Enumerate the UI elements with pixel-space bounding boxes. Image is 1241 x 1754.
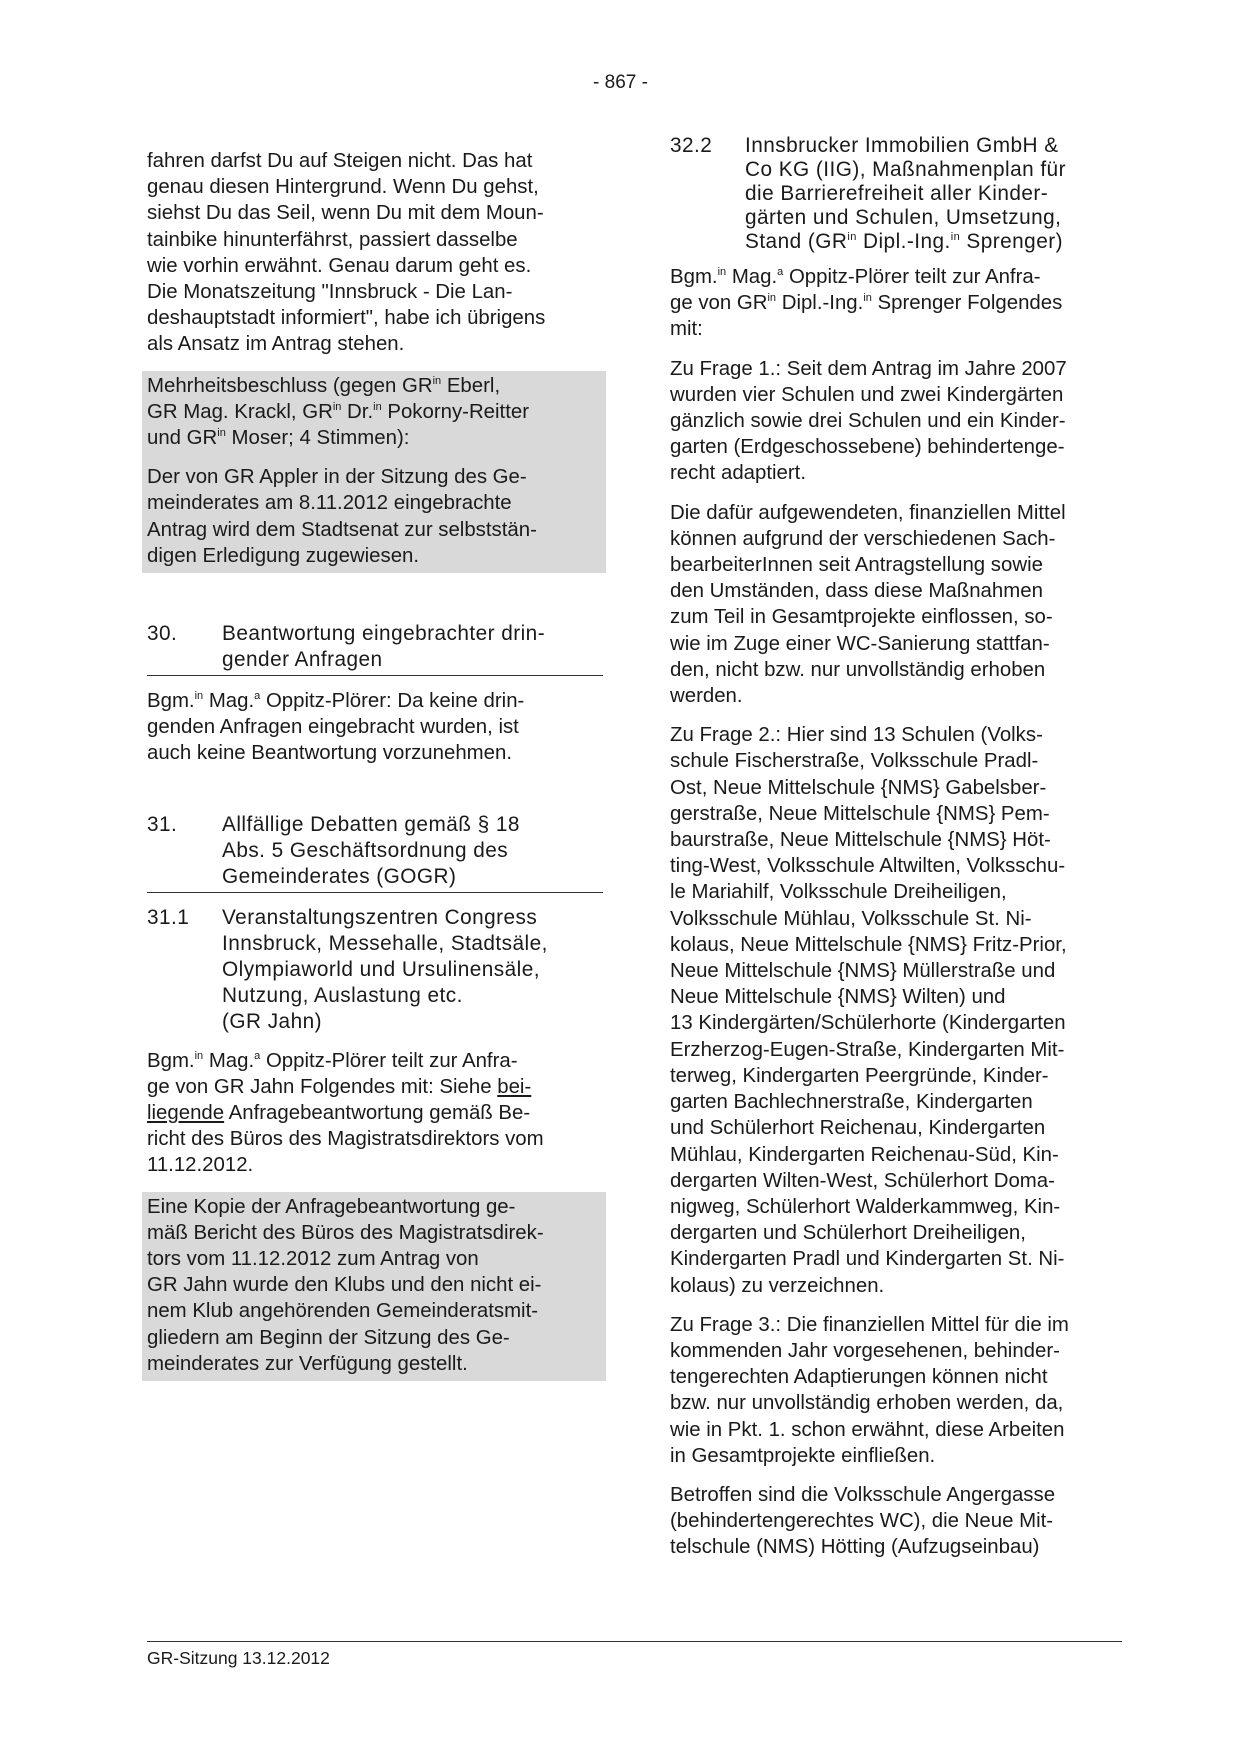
resolution-box-2: Eine Kopie der Anfragebeantwortung ge- mäß Bericht des Büros des Magistratsdirek- tors vom 11.12.2012 zum Antrag von GR Jahn wurde den Klubs und den nicht ei- nem Klub angehörenden Gemeinderatsmit- gliedern am Beginn der Sitzung des Ge- meinderates zur Verfügung gestellt. bbox=[142, 1192, 606, 1381]
answer-question-2: Zu Frage 2.: Hier sind 13 Schulen (Volks- schule Fischerstraße, Volksschule Pradl- Ost, Neue Mittelschule {NMS} Gabelsber- gerstraße, Neue Mittelschule {NMS} Pem- baurstraße, Neue Mittelschule {NMS} Höt- ting-West, Volksschule Altwilten, Volksschu- le Mariahilf, Volksschule Dreiheiligen, Volksschule Mühlau, Volksschule St. Ni- kolaus, Neue Mittelschule {NMS} Fritz-Prior, Neue Mittelschule {NMS} Müllerstraße und Neue Mittelschule {NMS} Wilten) und 13 Kindergärten/Schülerhorte (Kindergarten Erzherzog-Eugen-Straße, Kindergarten Mit- terweg, Kindergarten Peergründe, Kinder- garten Bachlechnerstraße, Kindergarten und Schülerhort Reichenau, Kindergarten Mühlau, Kindergarten Reichenau-Süd, Kin- dergarten Wilten-West, Schülerhort Doma- nigweg, Schülerhort Walderkammweg, Kin- dergarten und Schülerhort Dreiheiligen, Kindergarten Pradl und Kindergarten St. Ni- kolaus) zu verzeichnen. bbox=[670, 724, 1067, 1297]
answer-question-1: Zu Frage 1.: Seit dem Antrag im Jahre 2007 wurden vier Schulen und zwei Kindergärten gänzlich sowie drei Schulen und ein Kinder- garten (Erdgeschossebene) behindertenge- recht adaptiert. bbox=[670, 357, 1067, 485]
resolution-box-1 bbox=[142, 371, 606, 573]
answer-item-30: Bgm.$^{in}$ Mag.$^a$ Oppitz-Plörer: Da keine drin- genden Anfragen eingebracht wurden, ist auch keine Beantwortung vorzunehmen. bbox=[147, 690, 525, 765]
left-column bbox=[147, 148, 603, 1393]
agenda-item-32-2: 32.2 Innsbrucker Immobilien GmbH & Co KG (IIG), Maßnahmenplan für die Barrierefreiheit aller Kinder- gärten und Schulen, Umsetzung, Stand ($GR^{in}$ Dipl.-Ing.$^{in}$ Sprenger) bbox=[670, 134, 1066, 253]
right-column bbox=[670, 134, 1128, 1574]
footer-session-date: GR-Sitzung 13.12.2012 bbox=[147, 1648, 330, 1668]
affected-schools-paragraph: Betroffen sind die Volksschule Angergasse (behindertengerechtes WC), die Neue Mit- telschule (NMS) Hötting (Aufzugseinbau) bbox=[670, 1483, 1056, 1559]
vote-result: Mehrheitsbeschluss (gegen $GR^{in}$ Eberl, GR Mag. Krackl, $GR^{in}$ Dr.$^{in}$ Pokorny-Reitter und $GR^{in}$ Moser; 4 Stimmen): bbox=[147, 374, 530, 450]
attachment-link-cont[interactable]: liegende bbox=[147, 1102, 225, 1125]
agenda-item-30: 30. Beantwortung eingebrachter drin- gender Anfragen bbox=[147, 621, 603, 676]
answer-question-3: Zu Frage 3.: Die finanziellen Mittel für die im kommenden Jahr vorgesehenen, behinder- tengerechten Adaptierungen können nicht bzw. nur unvollständig erhoben werden, da, wie in Pkt. 1. schon erwähnt, diese Arbeiten in Gesamtprojekte einfließen. bbox=[670, 1313, 1069, 1467]
intro-paragraph: fahren darfst Du auf Steigen nicht. Das hat genau diesen Hintergrund. Wenn Du gehst, siehst Du das Seil, wenn Du mit dem Moun- tainbike hinunterfährst, passiert dasselbe wie vorhin erwähnt. Genau darum geht es. Die Monatszeitung "Innsbruck - Die Lan- deshauptstadt informiert", habe ich übrigens als Ansatz im Antrag stehen. bbox=[147, 150, 546, 356]
funding-paragraph: Die dafür aufgewendeten, finanziellen Mittel können aufgrund der verschiedenen Sach- bearbeiterInnen seit Antragstellung sowie den Umständen, dass diese Maßnahmen zum Teil in Gesamtprojekte einflossen, so- wie im Zuge einer WC-Sanierung stattfan- den, nicht bzw. nur unvollständig erhoben werden. bbox=[670, 501, 1066, 708]
answer-intro: Bgm.$^{in}$ Mag.$^a$ Oppitz-Plörer teilt zur Anfra- ge von $GR^{in}$ Dipl.-Ing.$^{in}$ Sprenger Folgendes mit: bbox=[670, 266, 1063, 341]
page-number: - 867 - bbox=[593, 72, 648, 93]
answer-item-31-1: Bgm.$^{in}$ Mag.$^a$ Oppitz-Plörer teilt zur Anfra- ge von GR Jahn Folgendes mit: Siehe bei- liegende Anfragebeantwortung gemäß Be- richt des Büros des Magistratsdirektors vom 11.12.2012. bbox=[147, 1049, 544, 1177]
agenda-item-31: 31. Allfällige Debatten gemäß § 18 Abs. 5 Geschäftsordnung des Gemeinderates (GOGR) bbox=[147, 812, 603, 893]
agenda-item-31-1: 31.1 Veranstaltungszentren Congress Innsbruck, Messehalle, Stadtsäle, Olympiaworld und Ursulinensäle, Nutzung, Auslastung etc. (GR Jahn) bbox=[147, 905, 548, 1033]
resolution-text: Der von GR Appler in der Sitzung des Ge- meinderates am 8.11.2012 eingebrachte Antrag wird dem Stadtsenat zur selbststän- digen Erledigung zugewiesen. bbox=[147, 466, 537, 567]
attachment-link[interactable]: bei- bbox=[497, 1075, 532, 1098]
footer-divider bbox=[147, 1641, 1122, 1642]
